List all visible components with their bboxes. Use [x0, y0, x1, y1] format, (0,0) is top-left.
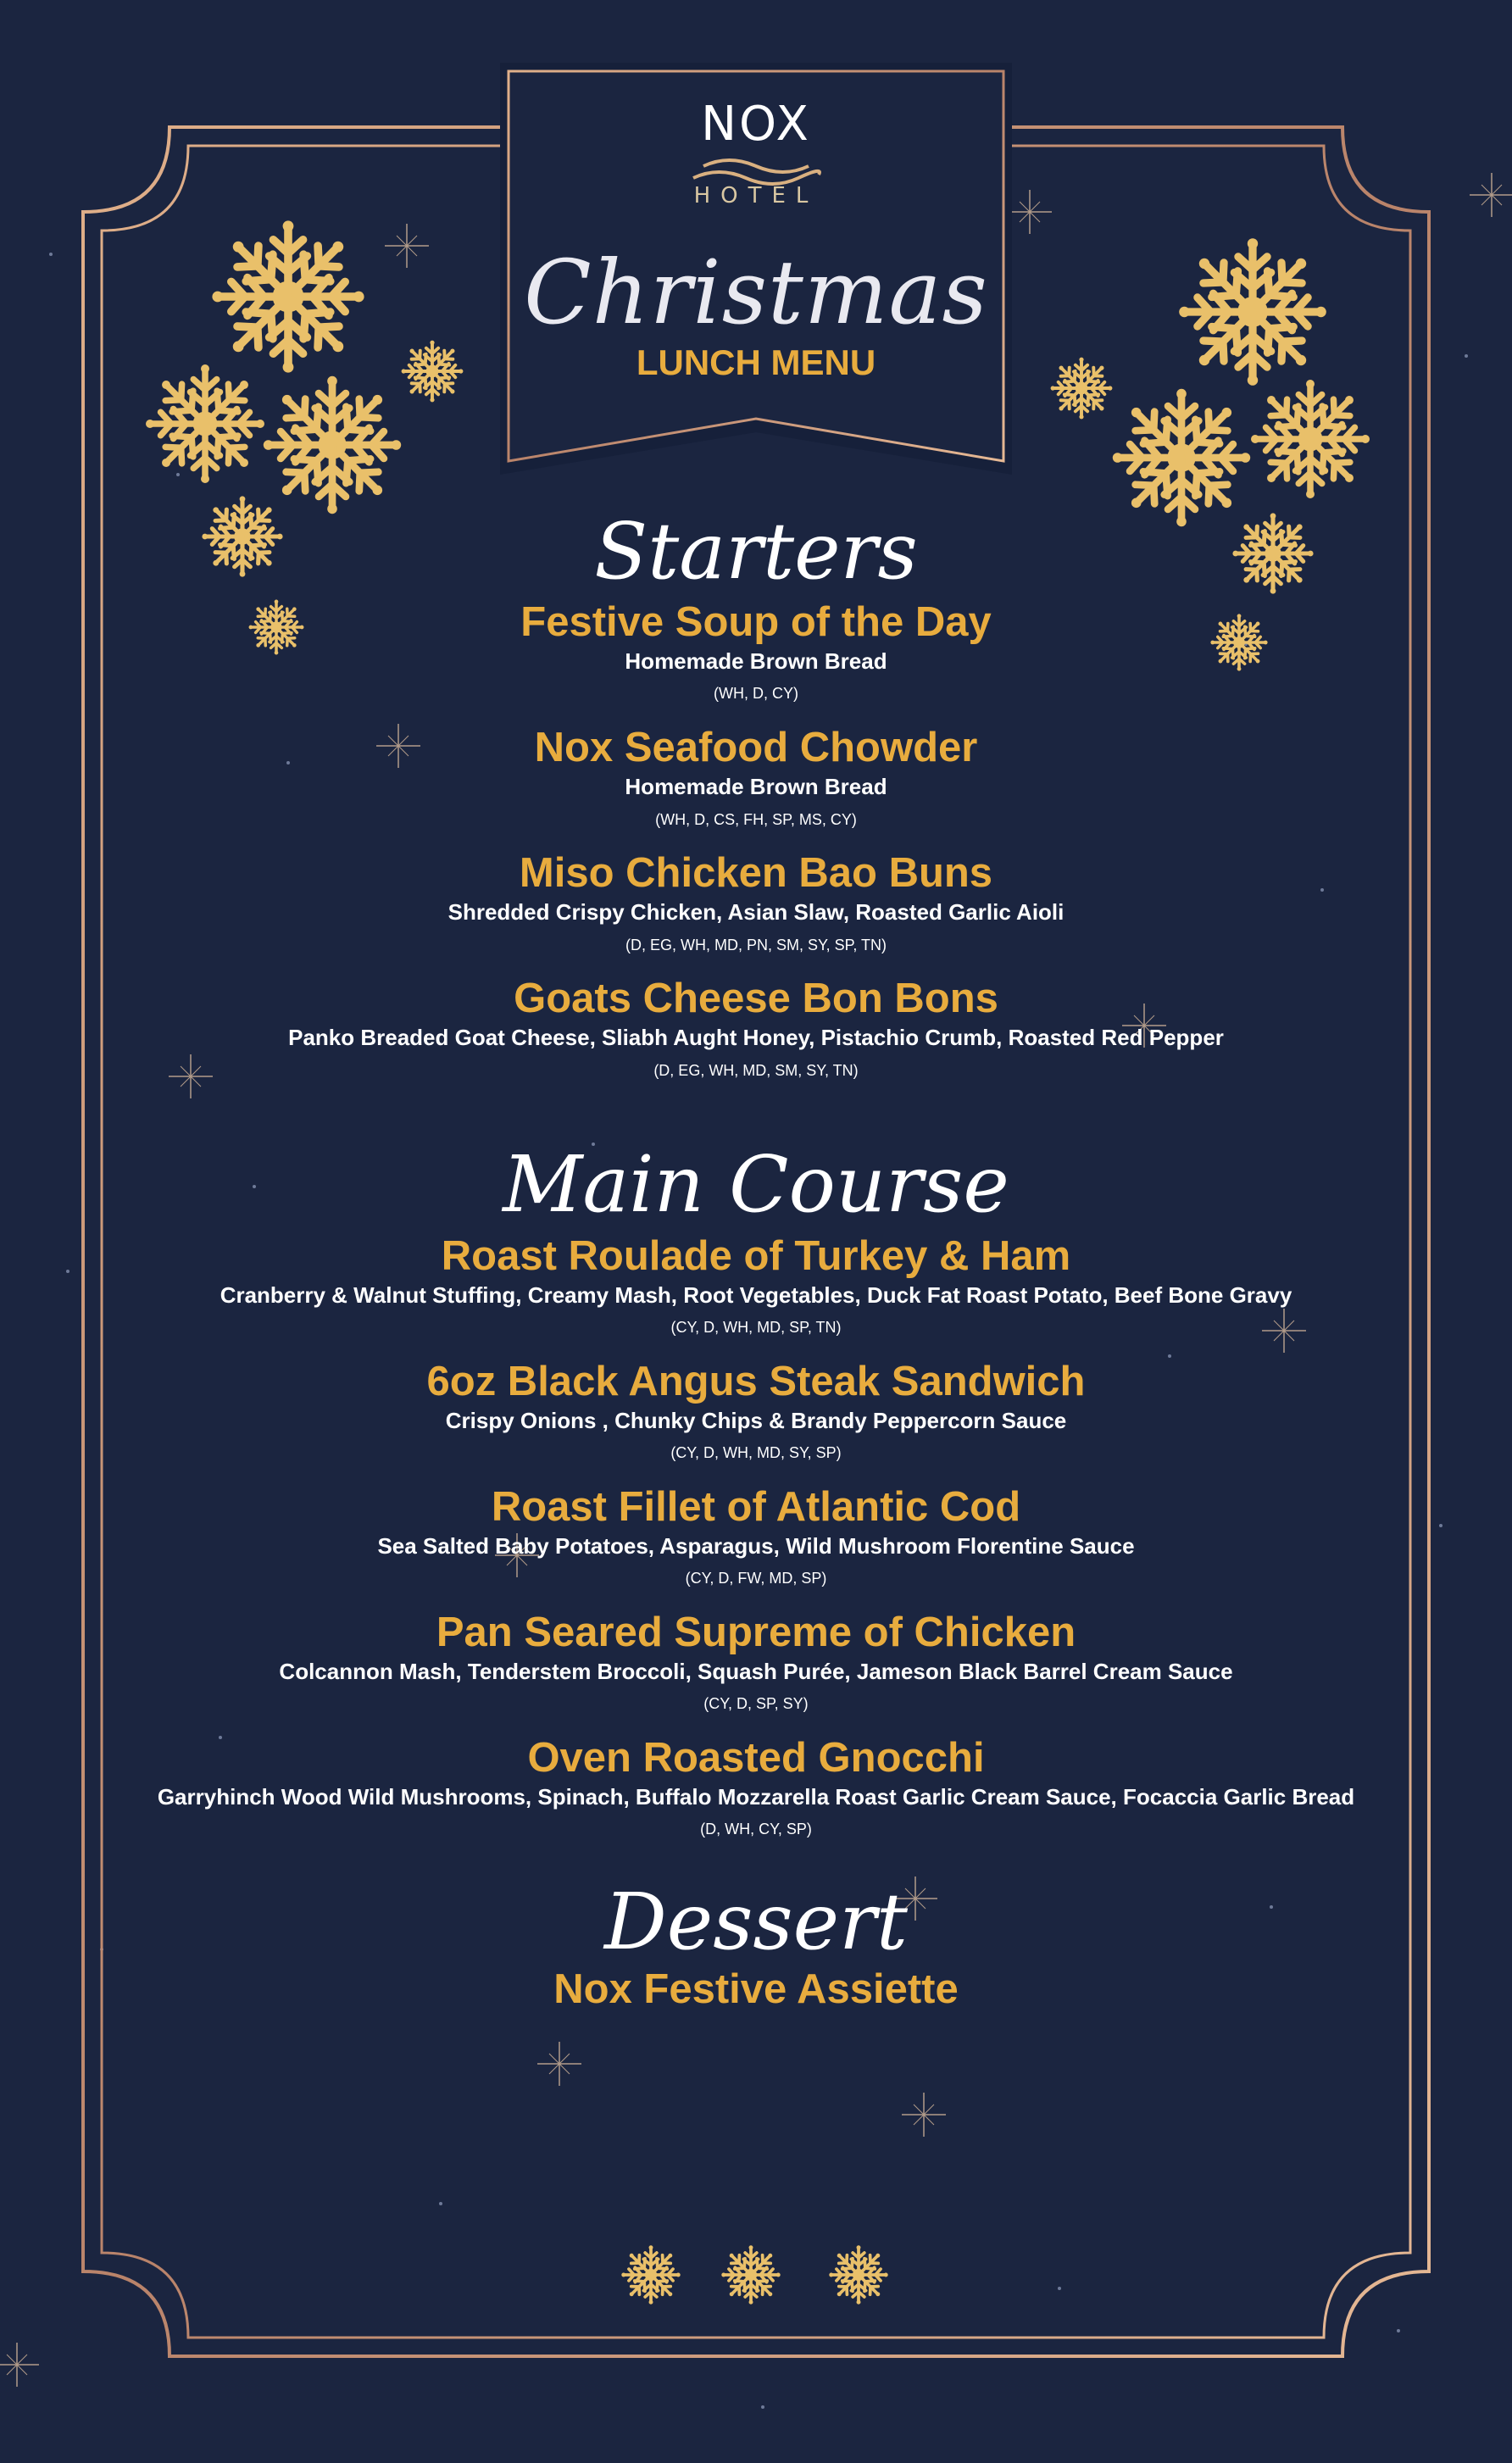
banner-title: Christmas	[524, 241, 988, 344]
dish	[127, 1359, 1385, 1465]
dish-description: Homemade Brown Bread	[625, 774, 887, 800]
dish-allergens: (D, EG, WH, MD, PN, SM, SY, SP, TN)	[625, 936, 887, 954]
dish-name: Nox Seafood Chowder	[534, 725, 978, 771]
dish-name: Goats Cheese Bon Bons	[514, 976, 998, 1022]
dish	[127, 725, 1385, 831]
dish-allergens: (D, EG, WH, MD, SM, SY, TN)	[653, 1061, 859, 1079]
dish	[127, 850, 1385, 957]
dish-name: 6oz Black Angus Steak Sandwich	[426, 1358, 1086, 1404]
dish-allergens: (D, WH, CY, SP)	[700, 1821, 812, 1838]
dish-allergens: (WH, D, CS, FH, SP, MS, CY)	[655, 810, 857, 828]
dish-description: Sea Salted Baby Potatoes, Asparagus, Wild Mushroom Florentine Sauce	[377, 1532, 1135, 1559]
menu-content	[127, 506, 1385, 2013]
dish-allergens: (CY, D, FW, MD, SP)	[685, 1570, 827, 1587]
banner-subtitle: LUNCH MENU	[636, 342, 876, 382]
dish-name: Miso Chicken Bao Buns	[519, 850, 993, 897]
dish	[127, 1735, 1385, 1842]
dish-description: Homemade Brown Bread	[625, 648, 887, 675]
dish-allergens: (CY, D, WH, MD, SY, SP)	[670, 1443, 842, 1461]
dish-allergens: (CY, D, WH, MD, SP, TN)	[670, 1318, 842, 1336]
dish-description: Colcannon Mash, Tenderstem Broccoli, Squash Purée, Jameson Black Barrel Cream Sauce	[279, 1658, 1233, 1684]
dish-description: Shredded Crispy Chicken, Asian Slaw, Roasted Garlic Aioli	[447, 899, 1065, 926]
dish-description: Cranberry & Walnut Stuffing, Creamy Mash, Root Vegetables, Duck Fat Roast Potato, Beef Bone Gravy	[220, 1282, 1292, 1308]
dish-name: Pan Seared Supreme of Chicken	[436, 1609, 1076, 1655]
dish	[127, 1966, 1385, 2013]
section-dessert	[127, 1876, 1385, 2013]
dish	[127, 1610, 1385, 1716]
section-title: Dessert	[603, 1876, 909, 1967]
dish-name: Festive Soup of the Day	[520, 599, 992, 646]
dish	[127, 1484, 1385, 1591]
dish	[127, 1233, 1385, 1340]
section-starters	[127, 506, 1385, 1082]
dish-description: Crispy Onions , Chunky Chips & Brandy Peppercorn Sauce	[445, 1407, 1067, 1433]
dish-description: Garryhinch Wood Wild Mushrooms, Spinach, Buffalo Mozzarella Roast Garlic Cream Sauce, Focaccia Garlic Bread	[157, 1783, 1355, 1810]
dish-allergens: (CY, D, SP, SY)	[703, 1695, 809, 1713]
section-title: Starters	[594, 506, 918, 597]
dish-name: Roast Roulade of Turkey & Ham	[441, 1232, 1071, 1279]
dish	[127, 976, 1385, 1082]
dish	[127, 599, 1385, 706]
dish-name: Roast Fillet of Atlantic Cod	[491, 1483, 1021, 1530]
brand-logo-name: NOX	[701, 97, 811, 152]
dish-name: Oven Roasted Gnocchi	[527, 1734, 985, 1781]
dish-allergens: (WH, D, CY)	[714, 685, 798, 703]
brand-logo-subtitle: HOTEL	[693, 183, 819, 208]
dish-description: Panko Breaded Goat Cheese, Sliabh Aught Honey, Pistachio Crumb, Roasted Red Pepper	[288, 1025, 1224, 1051]
section-main-course	[127, 1139, 1385, 1842]
header-banner	[507, 71, 1005, 461]
section-title: Main Course	[503, 1139, 1009, 1231]
dish-name: Nox Festive Assiette	[553, 1966, 959, 2013]
